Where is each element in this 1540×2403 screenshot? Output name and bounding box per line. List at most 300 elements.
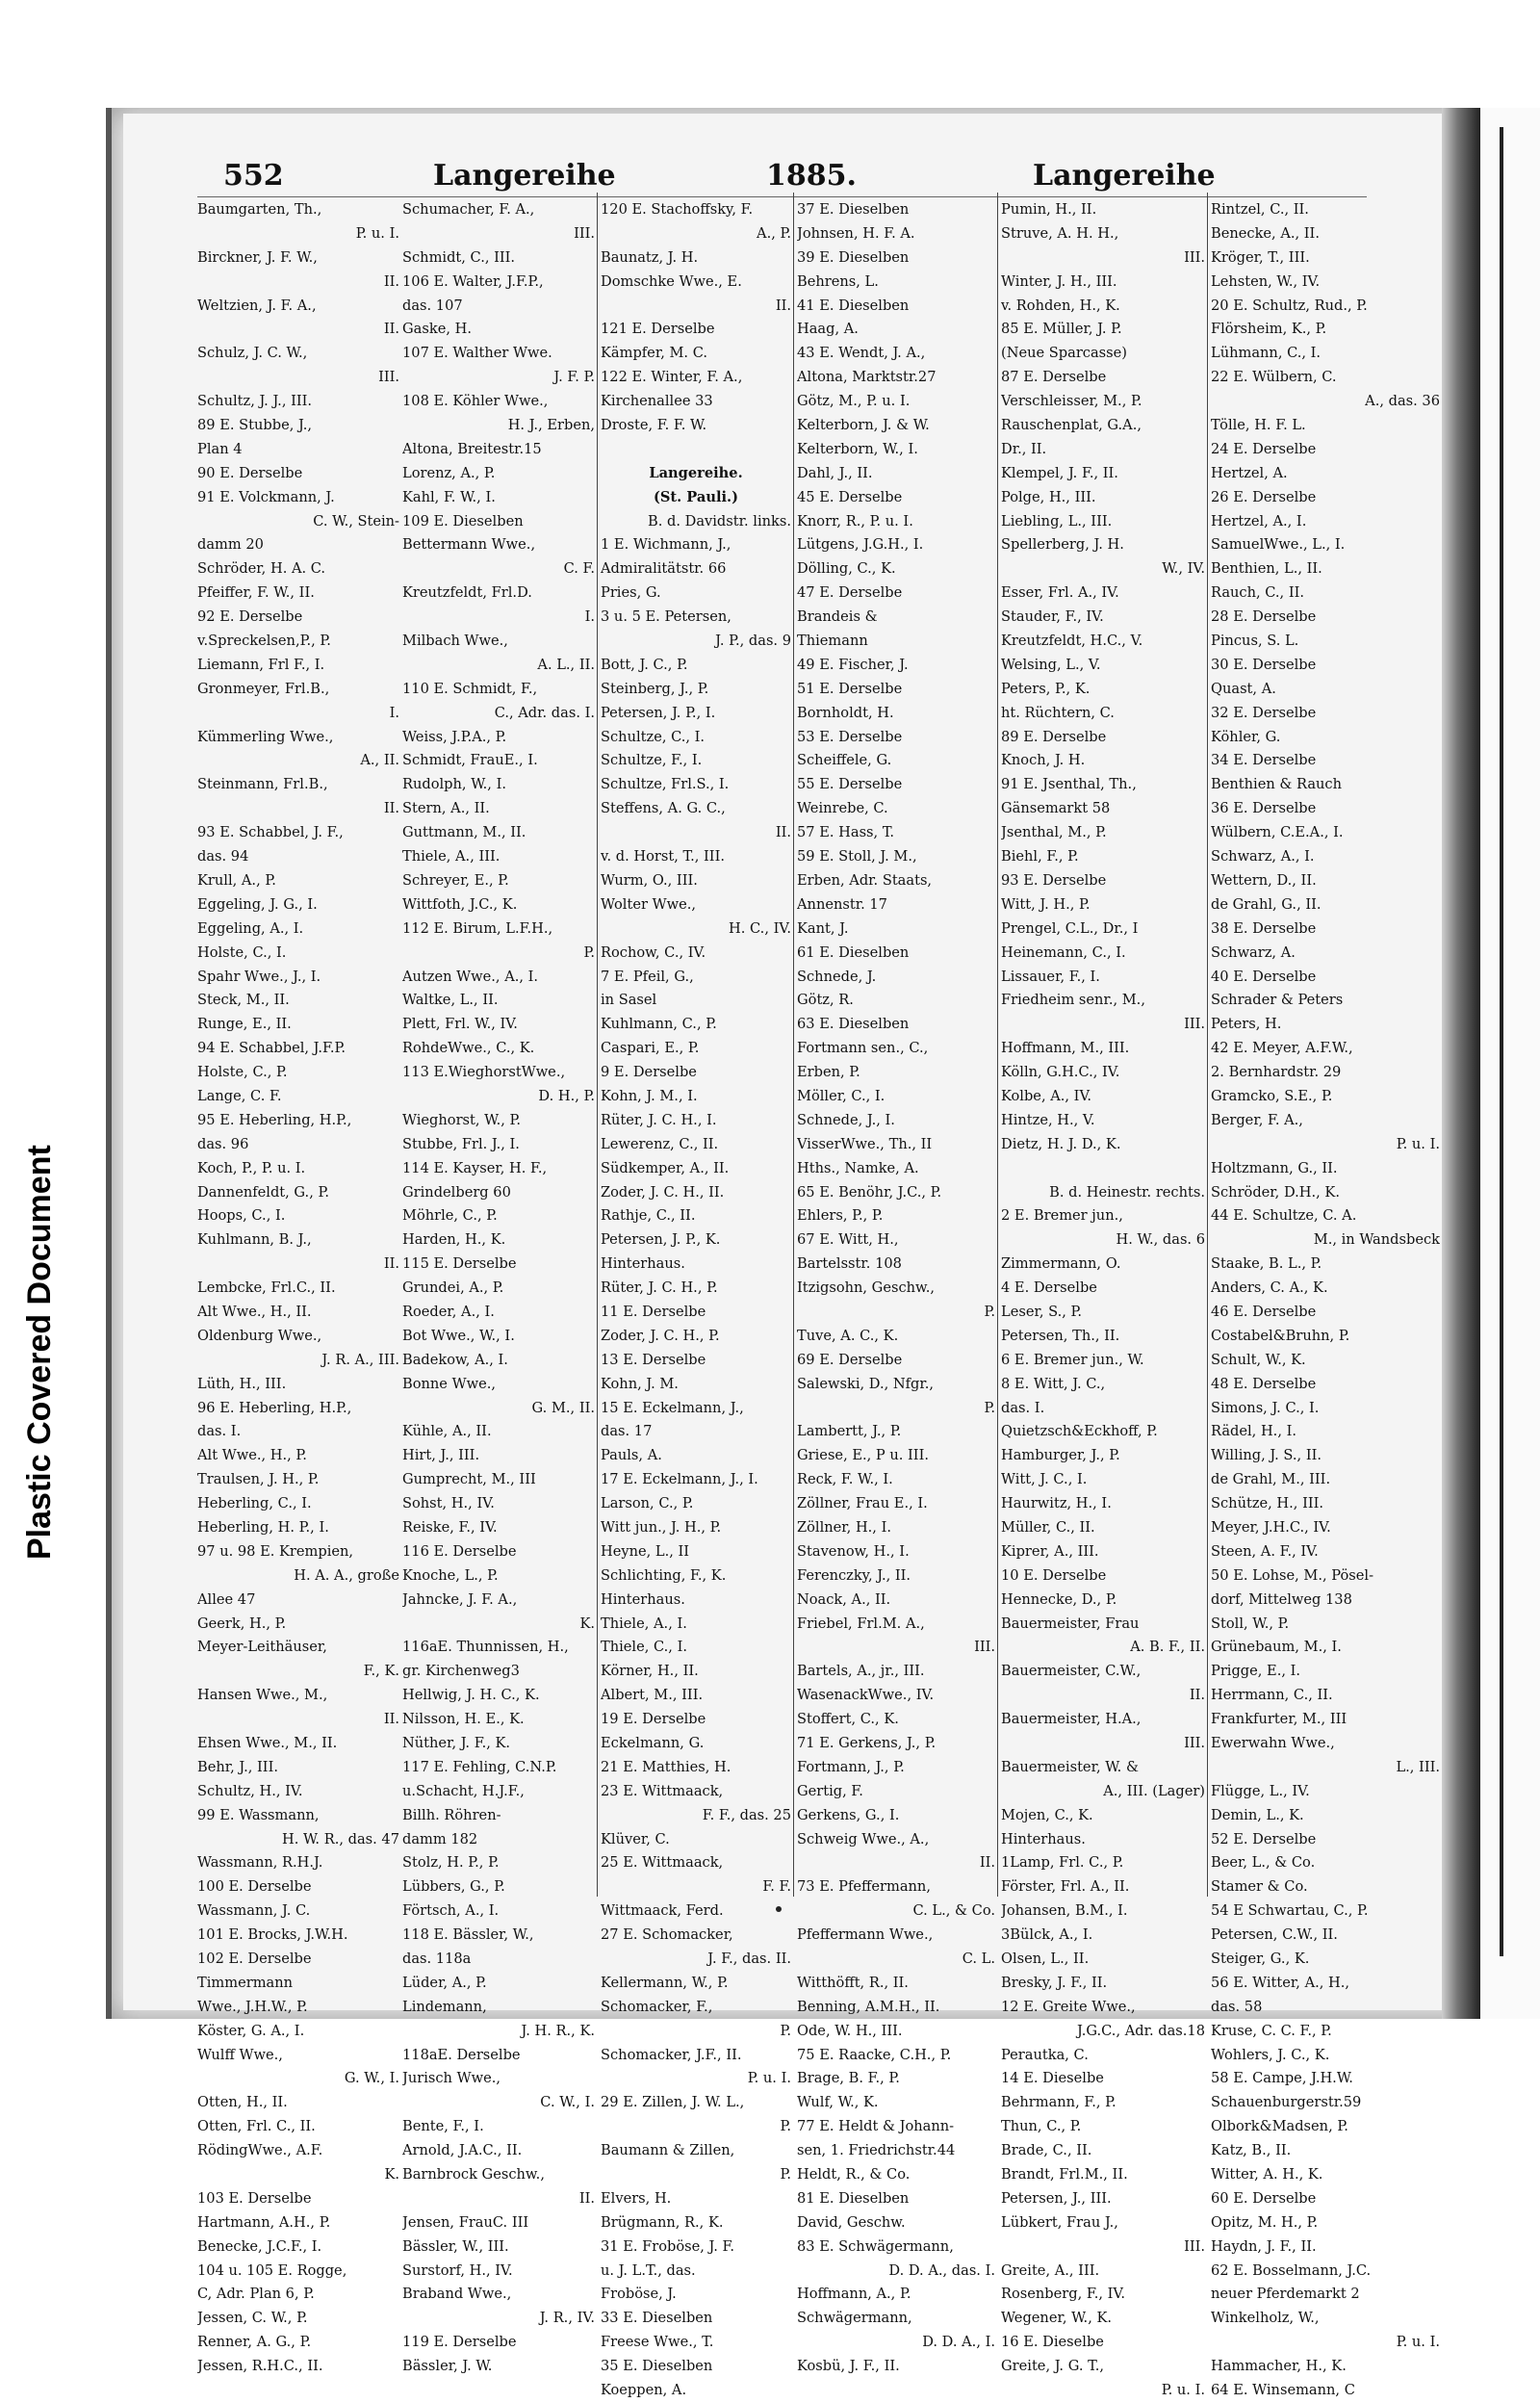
resident-entry: Leser, S., P. bbox=[1001, 1303, 1082, 1320]
house-number-entry: 4 E. Derselbe bbox=[1001, 1279, 1097, 1297]
entry-continuation: C., Adr. das. I. bbox=[494, 704, 595, 721]
book-gutter-shadow bbox=[1442, 108, 1480, 2019]
house-number-entry: 35 E. Dieselben bbox=[601, 2358, 713, 2375]
resident-entry: Witthöfft, R., II. bbox=[797, 1974, 909, 1991]
house-number-entry: 1Lamp, Frl. C., P. bbox=[1001, 1854, 1124, 1872]
resident-entry: Waltke, L., II. bbox=[402, 992, 499, 1009]
resident-entry: Admiralitätstr. 66 bbox=[601, 560, 727, 578]
resident-entry: Bornholdt, H. bbox=[797, 704, 894, 721]
resident-entry: Nilsson, H. E., K. bbox=[402, 1711, 525, 1728]
resident-entry: Rudolph, W., I. bbox=[402, 776, 506, 793]
resident-entry: Birckner, J. F. W., bbox=[197, 248, 318, 266]
resident-entry: Schwarz, A. bbox=[1211, 943, 1296, 961]
entry-continuation: A., III. (Lager) bbox=[1103, 1782, 1205, 1799]
entry-continuation: F. F. bbox=[762, 1878, 791, 1896]
resident-entry: Knorr, R., P. u. I. bbox=[797, 512, 913, 530]
resident-entry: Baumgarten, Th., bbox=[197, 201, 322, 218]
resident-entry: Dr., II. bbox=[1001, 440, 1047, 457]
resident-entry: Wettern, D., II. bbox=[1211, 871, 1317, 889]
resident-entry: WasenackWwe., IV. bbox=[797, 1687, 935, 1704]
resident-entry: Körner, H., II. bbox=[601, 1663, 699, 1680]
resident-entry: Lüder, A., P. bbox=[402, 1974, 487, 1991]
entry-continuation: C. L. bbox=[962, 1951, 995, 1968]
house-number-entry: 49 E. Fischer, J. bbox=[797, 656, 909, 673]
house-number-entry: 50 E. Lohse, M., Pösel- bbox=[1211, 1566, 1374, 1584]
resident-entry: Bettermann Wwe., bbox=[402, 536, 536, 554]
resident-entry: Droste, F. F. W. bbox=[601, 417, 707, 434]
resident-entry: Hinterhaus. bbox=[601, 1255, 685, 1273]
house-number-entry: 20 E. Schultz, Rud., P. bbox=[1211, 297, 1368, 314]
house-number-entry: 69 E. Derselbe bbox=[797, 1351, 903, 1368]
resident-entry: Pfeiffer, F. W., II. bbox=[197, 584, 315, 602]
resident-entry: Kümmerling Wwe., bbox=[197, 728, 334, 745]
resident-entry: Stubbe, Frl. J., I. bbox=[402, 1135, 520, 1152]
house-number-entry: 45 E. Derselbe bbox=[797, 488, 903, 505]
resident-entry: Kröger, T., III. bbox=[1211, 248, 1310, 266]
entry-continuation: A., das. 36 bbox=[1365, 393, 1440, 410]
resident-entry: Weinrebe, C. bbox=[797, 800, 888, 817]
entry-continuation: II. bbox=[383, 321, 399, 338]
resident-entry: Verschleisser, M., P. bbox=[1001, 393, 1142, 410]
entry-continuation: C. F. bbox=[563, 560, 595, 578]
directory-entry: u.Schacht, H.J.F., bbox=[402, 1782, 525, 1799]
resident-entry: Bresky, J. F., II. bbox=[1001, 1974, 1108, 1991]
resident-entry: Petersen, J., III. bbox=[1001, 2189, 1112, 2207]
resident-entry: Schütze, H., III. bbox=[1211, 1495, 1324, 1512]
resident-entry: Peters, P., K. bbox=[1001, 680, 1091, 697]
house-number-entry: 39 E. Dieselben bbox=[797, 248, 910, 266]
resident-entry: Oldenburg Wwe., bbox=[197, 1327, 322, 1344]
house-number-entry: 31 E. Froböse, J. F. bbox=[601, 2237, 735, 2255]
resident-entry: Dahl, J., II. bbox=[797, 464, 873, 481]
resident-entry: Roeder, A., I. bbox=[402, 1303, 495, 1320]
house-number-entry: 47 E. Derselbe bbox=[797, 584, 903, 602]
resident-entry: Liemann, Frl F., I. bbox=[197, 656, 325, 673]
resident-entry: Kuhlmann, C., P. bbox=[601, 1016, 717, 1033]
house-number-entry: 110 E. Schmidt, F., bbox=[402, 680, 538, 697]
entry-continuation: H. C., IV. bbox=[729, 919, 791, 937]
resident-entry: Förtsch, A., I. bbox=[402, 1902, 500, 1920]
resident-entry: Hellwig, J. H. C., K. bbox=[402, 1687, 540, 1704]
house-number-entry: 109 E. Dieselben bbox=[402, 512, 524, 530]
directory-entry: dorf, Mittelweg 138 bbox=[1211, 1590, 1352, 1608]
resident-entry: Herrmann, C., II. bbox=[1211, 1687, 1333, 1704]
resident-entry: Schwarz, A., I. bbox=[1211, 848, 1315, 866]
resident-entry: Gerkens, G., I. bbox=[797, 1806, 900, 1823]
resident-entry: Eggeling, J. G., I. bbox=[197, 895, 318, 913]
section-heading: (St. Pauli.) bbox=[653, 488, 739, 505]
entry-continuation: A., II. bbox=[360, 752, 399, 769]
resident-entry: Freese Wwe., T. bbox=[601, 2334, 714, 2351]
entry-continuation: P. bbox=[984, 1303, 995, 1320]
resident-entry: Bartelsstr. 108 bbox=[797, 1255, 902, 1273]
entry-continuation: J. F., das. II. bbox=[707, 1951, 791, 1968]
resident-entry: Simons, J. C., I. bbox=[1211, 1399, 1320, 1416]
resident-entry: Stavenow, H., I. bbox=[797, 1542, 910, 1560]
resident-entry: Wohlers, J. C., K. bbox=[1211, 2046, 1330, 2063]
entry-continuation: G. M., II. bbox=[531, 1399, 595, 1416]
resident-entry: Lewerenz, C., II. bbox=[601, 1135, 719, 1152]
house-number-entry: 13 E. Derselbe bbox=[601, 1351, 706, 1368]
resident-entry: Larson, C., P. bbox=[601, 1495, 694, 1512]
directory-column-5 bbox=[1001, 198, 1205, 2403]
entry-continuation: K. bbox=[579, 1615, 595, 1632]
resident-entry: Knoch, J. H. bbox=[1001, 752, 1086, 769]
directory-entry: ht. Rüchtern, C. bbox=[1001, 704, 1115, 721]
entry-continuation: J. H. R., K. bbox=[521, 2022, 595, 2039]
resident-entry: Schomacker, F., bbox=[601, 1998, 713, 2015]
resident-entry: Thiele, A., III. bbox=[402, 848, 500, 866]
house-number-entry: 113 E.WieghorstWwe., bbox=[402, 1064, 566, 1081]
house-number-entry: 9 E. Derselbe bbox=[601, 1064, 697, 1081]
resident-entry: Polge, H., III. bbox=[1001, 488, 1096, 505]
resident-entry: Jahncke, J. F. A., bbox=[402, 1590, 518, 1608]
resident-entry: Stoffert, C., K. bbox=[797, 1711, 899, 1728]
entry-continuation: D. D. A., I. bbox=[922, 2334, 995, 2351]
resident-entry: Heberling, C., I. bbox=[197, 1495, 312, 1512]
directory-entry: damm 182 bbox=[402, 1830, 478, 1847]
house-number-entry: 30 E. Derselbe bbox=[1211, 656, 1317, 673]
resident-entry: Bente, F., I. bbox=[402, 2118, 484, 2135]
entry-continuation: II. bbox=[1189, 1687, 1205, 1704]
resident-entry: Benecke, J.C.F., I. bbox=[197, 2237, 322, 2255]
entry-continuation: III. bbox=[1184, 2237, 1205, 2255]
resident-entry: Olbork&Madsen, P. bbox=[1211, 2118, 1348, 2135]
resident-entry: Geerk, H., P. bbox=[197, 1615, 287, 1632]
resident-entry: Otten, Frl. C., II. bbox=[197, 2118, 316, 2135]
entry-continuation: J. R., IV. bbox=[539, 2310, 595, 2327]
resident-entry: Elvers, H. bbox=[601, 2189, 672, 2207]
entry-continuation: III. bbox=[378, 369, 399, 386]
resident-entry: Lindemann, bbox=[402, 1998, 487, 2015]
year: 1885. bbox=[766, 159, 857, 193]
resident-entry: Staake, B. L., P. bbox=[1211, 1255, 1322, 1273]
directory-entry: das. 118a bbox=[402, 1951, 472, 1968]
resident-entry: Petersen, C.W., II. bbox=[1211, 1926, 1338, 1944]
resident-entry: Thiele, C., I. bbox=[601, 1639, 687, 1656]
house-number-entry: 93 E. Schabbel, J. F., bbox=[197, 824, 344, 841]
resident-entry: Meyer, J.H.C., IV. bbox=[1211, 1518, 1331, 1536]
resident-entry: Behr, J., III. bbox=[197, 1758, 278, 1775]
resident-entry: Kolbe, A., IV. bbox=[1001, 1087, 1092, 1104]
resident-entry: Klüver, C. bbox=[601, 1830, 670, 1847]
section-heading: Langereihe. bbox=[649, 464, 743, 481]
resident-entry: Zöllner, H., I. bbox=[797, 1518, 891, 1536]
resident-entry: Harden, H., K. bbox=[402, 1231, 506, 1249]
resident-entry: Wulff Wwe., bbox=[197, 2046, 283, 2063]
resident-entry: Lübkert, Frau J., bbox=[1001, 2213, 1118, 2231]
resident-entry: Guttmann, M., II. bbox=[402, 824, 526, 841]
resident-entry: Olsen, L., II. bbox=[1001, 1951, 1090, 1968]
resident-entry: Bott, J. C., P. bbox=[601, 656, 688, 673]
resident-entry: Struve, A. H. H., bbox=[1001, 224, 1119, 242]
directory-entry: de Grahl, M., III. bbox=[1211, 1471, 1331, 1488]
resident-entry: Kohn, J. M. bbox=[601, 1375, 679, 1392]
resident-entry: Rauschenplat, G.A., bbox=[1001, 417, 1142, 434]
resident-entry: Pfeffermann Wwe., bbox=[797, 1926, 934, 1944]
resident-entry: Grindelberg 60 bbox=[402, 1183, 511, 1201]
directory-entry: das. 17 bbox=[601, 1423, 653, 1440]
resident-entry: Noack, A., II. bbox=[797, 1590, 891, 1608]
resident-entry: Surstorf, H., IV. bbox=[402, 2261, 513, 2279]
resident-entry: Benthien & Rauch bbox=[1211, 776, 1342, 793]
entry-continuation: K. bbox=[384, 2166, 399, 2183]
resident-entry: Plan 4 bbox=[197, 440, 243, 457]
entry-continuation: M., in Wandsbeck bbox=[1313, 1231, 1440, 1249]
resident-entry: Friedheim senr., M., bbox=[1001, 992, 1145, 1009]
resident-entry: Holste, C., I. bbox=[197, 943, 287, 961]
resident-entry: Haag, A. bbox=[797, 321, 859, 338]
resident-entry: Altona, Marktstr.27 bbox=[797, 369, 937, 386]
house-number-entry: 25 E. Wittmaack, bbox=[601, 1854, 724, 1872]
house-number-entry: 108 E. Köhler Wwe., bbox=[402, 393, 549, 410]
entry-continuation: D. D. A., das. I. bbox=[888, 2261, 995, 2279]
resident-entry: Zoder, J. C. H., II. bbox=[601, 1183, 725, 1201]
resident-entry: Weiss, J.P.A., P. bbox=[402, 728, 507, 745]
house-number-entry: 58 E. Campe, J.H.W. bbox=[1211, 2070, 1353, 2087]
house-number-entry: 103 E. Derselbe bbox=[197, 2189, 312, 2207]
resident-entry: Wegener, W., K. bbox=[1001, 2310, 1113, 2327]
resident-entry: Köster, G. A., I. bbox=[197, 2022, 305, 2039]
resident-entry: Haurwitz, H., I. bbox=[1001, 1495, 1112, 1512]
next-page-edge bbox=[1480, 108, 1540, 2019]
resident-entry: Witter, A. H., K. bbox=[1211, 2166, 1323, 2183]
house-number-entry: 10 E. Derselbe bbox=[1001, 1566, 1107, 1584]
entry-continuation: W., IV. bbox=[1162, 560, 1205, 578]
resident-entry: Heinemann, C., I. bbox=[1001, 943, 1126, 961]
house-number-entry: 14 E. Dieselbe bbox=[1001, 2070, 1104, 2087]
resident-entry: Biehl, F., P. bbox=[1001, 848, 1079, 866]
resident-entry: Rädel, H., I. bbox=[1211, 1423, 1296, 1440]
resident-entry: Runge, E., II. bbox=[197, 1016, 292, 1033]
resident-entry: Lüth, H., III. bbox=[197, 1375, 287, 1392]
resident-entry: Thiemann bbox=[797, 633, 868, 650]
house-number-entry: 40 E. Derselbe bbox=[1211, 968, 1317, 985]
house-number-entry: 93 E. Derselbe bbox=[1001, 871, 1107, 889]
resident-entry: Bartels, A., jr., III. bbox=[797, 1663, 925, 1680]
house-number-entry: 65 E. Benöhr, J.C., P. bbox=[797, 1183, 942, 1201]
resident-entry: Quast, A. bbox=[1211, 680, 1276, 697]
house-number-entry: 3 u. 5 E. Petersen, bbox=[601, 608, 732, 626]
house-number-entry: 2 E. Bremer jun., bbox=[1001, 1207, 1123, 1225]
resident-entry: Schnede, J., I. bbox=[797, 1111, 895, 1128]
house-number-entry: 116 E. Derselbe bbox=[402, 1542, 517, 1560]
resident-entry: Hamburger, J., P. bbox=[1001, 1447, 1120, 1464]
house-number-entry: 116aE. Thunnissen, H., bbox=[402, 1639, 569, 1656]
entry-continuation: P. bbox=[583, 943, 595, 961]
resident-entry: Fortmann, J., P. bbox=[797, 1758, 905, 1775]
resident-entry: Eggeling, A., I. bbox=[197, 919, 304, 937]
house-number-entry: 91 E. Jsenthal, Th., bbox=[1001, 776, 1137, 793]
resident-entry: Wwe., J.H.W., P. bbox=[197, 1998, 308, 2015]
directory-entry: das. 107 bbox=[402, 297, 463, 314]
entry-continuation: I. bbox=[389, 704, 399, 721]
resident-entry: Autzen Wwe., A., I. bbox=[402, 968, 539, 985]
house-number-entry: 118aE. Derselbe bbox=[402, 2046, 521, 2063]
resident-entry: Billh. Röhren- bbox=[402, 1806, 501, 1823]
resident-entry: Baunatz, J. H. bbox=[601, 248, 699, 266]
resident-entry: Zöllner, Frau E., I. bbox=[797, 1495, 928, 1512]
resident-entry: Schweig Wwe., A., bbox=[797, 1830, 930, 1847]
directory-entry: u. J. L.T., das. bbox=[601, 2261, 696, 2279]
entry-continuation: G. W., I. bbox=[344, 2070, 399, 2087]
house-number-entry: 51 E. Derselbe bbox=[797, 680, 903, 697]
resident-entry: Knoche, L., P. bbox=[402, 1566, 499, 1584]
entry-continuation: P. bbox=[780, 2166, 791, 2183]
house-number-entry: 64 E. Winsemann, C bbox=[1211, 2382, 1355, 2399]
resident-entry: Allee 47 bbox=[197, 1590, 256, 1608]
entry-continuation: C. W., I. bbox=[540, 2094, 595, 2111]
resident-entry: Stauder, F., IV. bbox=[1001, 608, 1104, 626]
resident-entry: Hartmann, A.H., P. bbox=[197, 2213, 331, 2231]
resident-entry: Flörsheim, K., P. bbox=[1211, 321, 1327, 338]
house-number-entry: 38 E. Derselbe bbox=[1211, 919, 1317, 937]
resident-entry: Haydn, J. F., II. bbox=[1211, 2237, 1317, 2255]
resident-entry: Alt Wwe., H., II. bbox=[197, 1303, 312, 1320]
resident-entry: Thiele, A., I. bbox=[601, 1615, 687, 1632]
resident-entry: Schnede, J. bbox=[797, 968, 877, 985]
resident-entry: Jurisch Wwe., bbox=[402, 2070, 500, 2087]
entry-continuation: III. bbox=[574, 224, 595, 242]
resident-entry: Rathje, C., II. bbox=[601, 1207, 696, 1225]
resident-entry: Katz, B., II. bbox=[1211, 2142, 1292, 2159]
resident-entry: Salewski, D., Nfgr., bbox=[797, 1375, 935, 1392]
directory-entry bbox=[1001, 1157, 1205, 1181]
directory-entry bbox=[601, 438, 791, 462]
directory-entry: gr. Kirchenweg3 bbox=[402, 1663, 520, 1680]
resident-entry: RohdeWwe., C., K. bbox=[402, 1040, 535, 1057]
resident-entry: Kosbü, J. F., II. bbox=[797, 2358, 900, 2375]
resident-entry: Demin, L., K. bbox=[1211, 1806, 1304, 1823]
resident-entry: Domschke Wwe., E. bbox=[601, 272, 742, 290]
house-number-entry: 107 E. Walther Wwe. bbox=[402, 345, 552, 362]
directory-entry: v. Rohden, H., K. bbox=[1001, 297, 1120, 314]
resident-entry: Fortmann sen., C., bbox=[797, 1040, 929, 1057]
plastic-covered-label: Plastic Covered Document bbox=[21, 1145, 58, 1560]
resident-entry: Wurm, O., III. bbox=[601, 871, 698, 889]
entry-continuation: II. bbox=[775, 824, 791, 841]
resident-entry: Kahl, F. W., I. bbox=[402, 488, 496, 505]
house-number-entry: 96 E. Heberling, H.P., bbox=[197, 1399, 352, 1416]
house-number-entry: 67 E. Witt, H., bbox=[797, 1231, 899, 1249]
resident-entry: Ehlers, P., P. bbox=[797, 1207, 884, 1225]
house-number-entry: 3Bülck, A., I. bbox=[1001, 1926, 1093, 1944]
house-number-entry: 52 E. Derselbe bbox=[1211, 1830, 1317, 1847]
resident-entry: Braband Wwe., bbox=[402, 2286, 512, 2303]
house-number-entry: 16 E. Dieselbe bbox=[1001, 2334, 1104, 2351]
resident-entry: Jsenthal, M., P. bbox=[1001, 824, 1107, 841]
house-number-entry: 89 E. Derselbe bbox=[1001, 728, 1107, 745]
resident-entry: Steinberg, J., P. bbox=[601, 680, 709, 697]
house-number-entry: 37 E. Dieselben bbox=[797, 201, 910, 218]
house-number-entry: 33 E. Dieselben bbox=[601, 2310, 713, 2327]
directory-entry: das. I. bbox=[197, 1423, 242, 1440]
resident-entry: Pries, G. bbox=[601, 584, 661, 602]
directory-entry: v.Spreckelsen,P., P. bbox=[197, 633, 331, 650]
entry-continuation: H. J., Erben, bbox=[507, 417, 595, 434]
resident-entry: Hansen Wwe., M., bbox=[197, 1687, 328, 1704]
house-number-entry: 106 E. Walter, J.F.P., bbox=[402, 272, 544, 290]
entry-continuation: II. bbox=[979, 1854, 995, 1872]
resident-entry: Barnbrock Geschw., bbox=[402, 2166, 545, 2183]
resident-entry: Wulf, W., K. bbox=[797, 2094, 879, 2111]
resident-entry: Stolz, H. P., P. bbox=[402, 1854, 500, 1872]
house-number-entry: 99 E. Wassmann, bbox=[197, 1806, 320, 1823]
resident-entry: Pincus, S. L. bbox=[1211, 633, 1299, 650]
resident-entry: Hoops, C., I. bbox=[197, 1207, 286, 1225]
resident-entry: Hirt, J., III. bbox=[402, 1447, 480, 1464]
resident-entry: Gronmeyer, Frl.B., bbox=[197, 680, 330, 697]
resident-entry: Bauermeister, Frau bbox=[1001, 1615, 1140, 1632]
resident-entry: Kreutzfeldt, Frl.D. bbox=[402, 584, 532, 602]
entry-continuation: C. L., & Co. bbox=[912, 1902, 995, 1920]
directory-entry: C, Adr. Plan 6, P. bbox=[197, 2286, 315, 2303]
column-rule bbox=[597, 193, 598, 1897]
resident-entry: Behrmann, F., P. bbox=[1001, 2094, 1116, 2111]
resident-entry: Ode, W. H., III. bbox=[797, 2022, 903, 2039]
house-number-entry: 121 E. Derselbe bbox=[601, 321, 715, 338]
entry-continuation: P. u. I. bbox=[355, 224, 399, 242]
resident-entry: Arnold, J.A.C., II. bbox=[402, 2142, 523, 2159]
resident-entry: Koch, P., P. u. I. bbox=[197, 1159, 306, 1176]
resident-entry: Weltzien, J. F. A., bbox=[197, 297, 317, 314]
resident-entry: Badekow, A., I. bbox=[402, 1351, 508, 1368]
resident-entry: Kämpfer, M. C. bbox=[601, 345, 707, 362]
resident-entry: Traulsen, J. H., P. bbox=[197, 1471, 320, 1488]
resident-entry: Schultz, J. J., III. bbox=[197, 393, 313, 410]
resident-entry: Hoffmann, A., P. bbox=[797, 2286, 911, 2303]
directory-column-3 bbox=[601, 198, 791, 2403]
resident-entry: Brügmann, R., K. bbox=[601, 2213, 724, 2231]
resident-entry: Bauermeister, H.A., bbox=[1001, 1711, 1142, 1728]
house-number-entry: 24 E. Derselbe bbox=[1211, 440, 1317, 457]
directory-entry: das. 96 bbox=[197, 1135, 249, 1152]
house-number-entry: 53 E. Derselbe bbox=[797, 728, 903, 745]
house-number-entry: 59 E. Stoll, J. M., bbox=[797, 848, 917, 866]
resident-entry: Hinterhaus. bbox=[601, 1590, 685, 1608]
resident-entry: Spahr Wwe., J., I. bbox=[197, 968, 321, 985]
house-number-entry: 83 E. Schwägermann, bbox=[797, 2237, 954, 2255]
resident-entry: Flügge, L., IV. bbox=[1211, 1782, 1310, 1799]
resident-entry: Bässler, W., III. bbox=[402, 2237, 509, 2255]
resident-entry: Welsing, L., V. bbox=[1001, 656, 1101, 673]
resident-entry: Hennecke, D., P. bbox=[1001, 1590, 1117, 1608]
entry-continuation: B. d. Heinestr. rechts. bbox=[1049, 1183, 1205, 1201]
house-number-entry: 2. Bernhardstr. 29 bbox=[1211, 1064, 1342, 1081]
resident-entry: David, Geschw. bbox=[797, 2213, 906, 2231]
resident-entry: Wülbern, C.E.A., I. bbox=[1211, 824, 1344, 841]
resident-entry: Kölln, G.H.C., IV. bbox=[1001, 1064, 1120, 1081]
entry-continuation: H. W., das. 6 bbox=[1116, 1231, 1205, 1249]
resident-entry: Esser, Frl. A., IV. bbox=[1001, 584, 1119, 602]
directory-entry: das. 58 bbox=[1211, 1998, 1263, 2015]
resident-entry: Plett, Frl. W., IV. bbox=[402, 1016, 518, 1033]
resident-entry: Götz, M., P. u. I. bbox=[797, 393, 911, 410]
resident-entry: Behrens, L. bbox=[797, 272, 879, 290]
house-number-entry: 11 E. Derselbe bbox=[601, 1303, 706, 1320]
entry-continuation: D. H., P. bbox=[538, 1087, 595, 1104]
resident-entry: Johnsen, H. F. A. bbox=[797, 224, 915, 242]
entry-continuation: J. F. P. bbox=[553, 369, 595, 386]
resident-entry: Rosenberg, F., IV. bbox=[1001, 2286, 1126, 2303]
resident-entry: Pumin, H., II. bbox=[1001, 201, 1097, 218]
resident-entry: Gumprecht, M., III bbox=[402, 1471, 536, 1488]
entry-continuation: A. B. F., II. bbox=[1130, 1639, 1205, 1656]
resident-entry: Gramcko, S.E., P. bbox=[1211, 1087, 1333, 1104]
house-number-entry: 122 E. Winter, F. A., bbox=[601, 369, 743, 386]
resident-entry: Jessen, C. W., P. bbox=[197, 2310, 308, 2327]
entry-continuation: P. u. I. bbox=[1396, 2334, 1440, 2351]
